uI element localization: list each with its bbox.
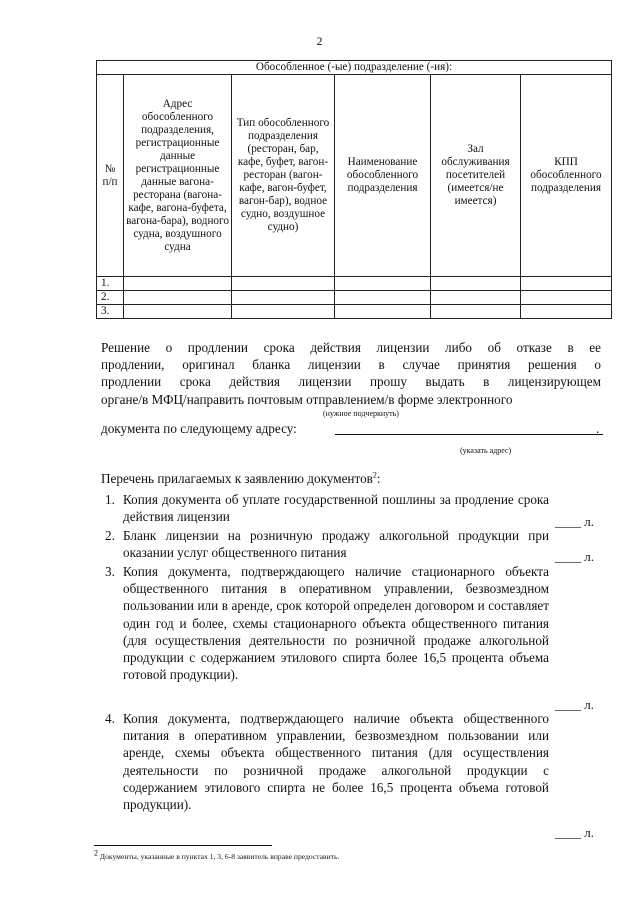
row-number: 3.	[97, 305, 124, 319]
table-cell	[124, 277, 232, 291]
decision-line-3: продлении срока действия лицензии прошу выдать в лицензирующем	[101, 374, 601, 389]
item-text: Копия документа об уплате государственной пошлины за продление срока действия лицензии	[123, 492, 549, 525]
address-hint: (указать адрес)	[460, 446, 512, 455]
table-cell	[232, 305, 335, 319]
decision-line-2: продлении, оригинал бланка лицензии в случае принятия решения о	[101, 357, 601, 372]
table-row	[97, 291, 612, 305]
item-text: Копия документа, подтверждающего наличие стационарного объекта общественного питания в оперативном управлении, безвозмездном пользовании или в аренде, срок которой определен договором и составляет один год и более, схемы стационарного объекта общественного питания (для осуществления деятельности по розничной продаже алкогольной продукции с содержанием этилового спирта более 16,5 процента объема готовой продукции).	[123, 564, 549, 683]
item-number: 2.	[105, 528, 115, 543]
decision-line-4: органе/в МФЦ/направить почтовым отправлением/в форме электронного	[101, 392, 513, 407]
table-group-header: Обособленное (-ые) подразделение (-ия):	[97, 61, 612, 75]
table-cell	[431, 305, 521, 319]
column-header: № п/п	[97, 75, 124, 277]
table-cell	[124, 291, 232, 305]
underline-note: (нужное подчеркнуть)	[323, 409, 399, 418]
table-cell	[521, 277, 612, 291]
table-cell	[335, 277, 431, 291]
column-header: Адрес обособленного подразделения, регистрационные данные регистрационные данные вагона-ресторана (вагона-кафе, вагона-буфета, вагона-бара), водного судна, воздушного судна	[124, 75, 232, 277]
documents-heading-text: Перечень прилагаемых к заявлению документов	[101, 471, 373, 486]
address-field-line	[335, 434, 603, 435]
address-end: .	[596, 421, 600, 436]
table-cell	[335, 305, 431, 319]
footnote-ref: 2	[372, 470, 377, 480]
footnote-marker: 2	[94, 848, 98, 858]
column-header: Наименование обособленного подразделения	[335, 75, 431, 277]
item-number: 3.	[105, 564, 115, 579]
row-number: 2.	[97, 291, 124, 305]
column-header: Тип обособленного подразделения (ресторан, бар, кафе, буфет, вагон-ресторан (вагон-кафе, вагон-буфет, вагон-бар), водное судно, воздушное судно)	[232, 75, 335, 277]
table-cell	[431, 277, 521, 291]
table-cell	[124, 305, 232, 319]
table-cell	[521, 291, 612, 305]
table-cell	[232, 291, 335, 305]
item-number: 4.	[105, 711, 115, 726]
table-row	[97, 305, 612, 319]
table-cell	[431, 291, 521, 305]
page-count-blank: ____ л.	[555, 697, 594, 712]
row-number: 1.	[97, 277, 124, 291]
footnote-text: Документы, указанные в пунктах 1, 3, 6-8 заявитель вправе предоставить.	[99, 852, 340, 861]
footnote	[94, 848, 340, 862]
column-header: Зал обслуживания посетителей (имеется/не имеется)	[431, 75, 521, 277]
table-cell	[232, 277, 335, 291]
page-count-blank: ____ л.	[555, 514, 594, 529]
documents-heading	[101, 470, 381, 487]
table-row	[97, 277, 612, 291]
address-label: документа по следующему адресу:	[101, 421, 297, 436]
footnote-divider	[94, 845, 272, 846]
item-number: 1.	[105, 492, 115, 507]
item-text: Бланк лицензии на розничную продажу алкогольной продукции при оказании услуг общественного питания	[123, 528, 549, 561]
page-count-blank: ____ л.	[555, 825, 594, 840]
column-header: КПП обособленного подразделения	[521, 75, 612, 277]
subdivision-table	[96, 60, 612, 319]
decision-line-1: Решение о продлении срока действия лицензии либо об отказе в ее	[101, 340, 601, 355]
page-count-blank: ____ л.	[555, 549, 594, 564]
item-text: Копия документа, подтверждающего наличие объекта общественного питания в оперативном управлении, безвозмездном пользовании или аренде, схемы объекта общественного питания (для осуществления деятельности по розничной продаже алкогольной продукции с содержанием этилового спирта не более 16,5 процента объема готовой продукции).	[123, 711, 549, 813]
table-cell	[521, 305, 612, 319]
documents-heading-colon: :	[376, 471, 381, 486]
page-number: 2	[316, 34, 323, 48]
table-cell	[335, 291, 431, 305]
